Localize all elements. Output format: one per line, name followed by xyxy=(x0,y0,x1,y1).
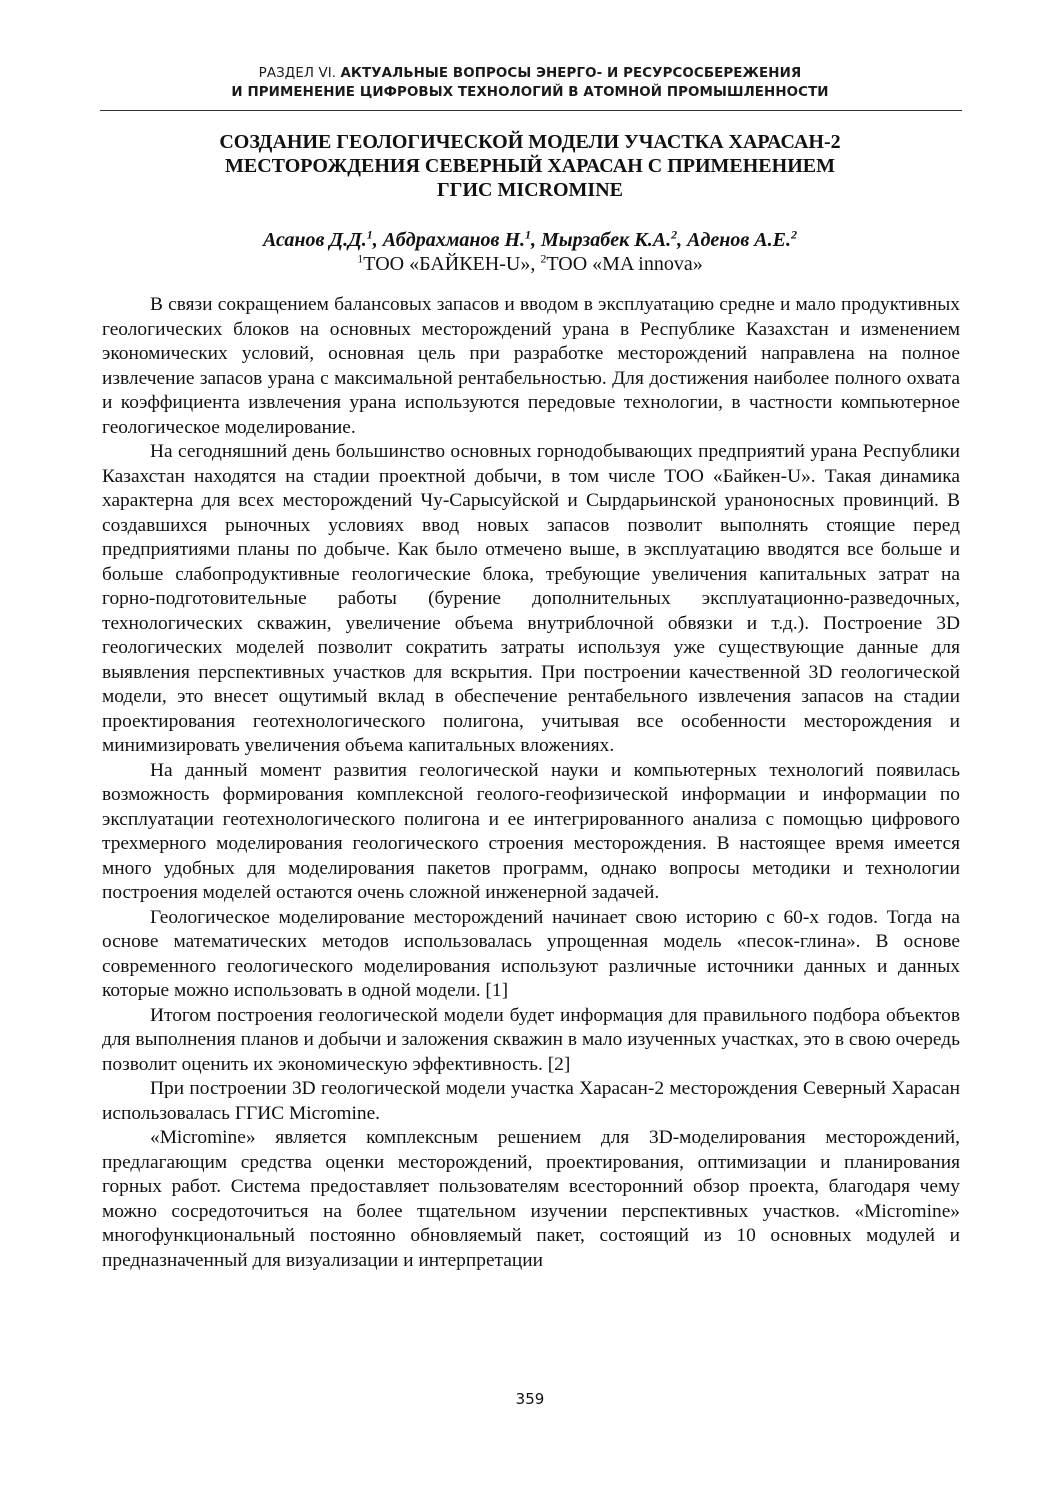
body-paragraph: Итогом построения геологической модели будет информация для правильного подбора объектов для выполнения планов и добычи и заложения скважин в мало изученных участках, это в свою очередь позволит оценить их экономическую эффективность. [2] xyxy=(102,1004,960,1075)
body-paragraph: «Micromine» является комплексным решением для 3D-моделирования месторождений, предлагающим средства оценки месторождений, проектирования, оптимизации и планирования горных работ. Система предоставляет пользователям всесторонний обзор проекта, благодаря чему можно сосредоточиться на более тщательном изучении перспективных участков. «Micromine» многофункциональный постоянно обновляемый пакет, состоящий из 10 основных модулей и предназначенный для визуализации и интерпретации xyxy=(102,1127,960,1271)
running-header-line-1 xyxy=(100,64,960,83)
title-line-2: МЕСТОРОЖДЕНИЯ СЕВЕРНЫЙ ХАРАСАН С ПРИМЕНЕНИЕМ xyxy=(225,155,835,177)
running-header xyxy=(100,64,960,102)
body-paragraph: В связи сокращением балансовых запасов и вводом в эксплуатацию средне и мало продуктивных геологических блоков на основных месторождений урана в Республике Казахстан и изменением экономических условий, основная цель при разработке месторождений направлена на полное извлечение запасов урана с максимальной рентабельностью. Для достижения наиболее полного охвата и коэффициента извлечения урана используются передовые технологии, в частности компьютерное геологическое моделирование. xyxy=(102,294,960,438)
article-body xyxy=(102,293,960,1273)
author-name: Мырзабек К.А. xyxy=(541,229,672,251)
body-paragraph: Геологическое моделирование месторождений начинает свою историю с 60-х годов. Тогда на основе математических методов использовалась упрощенная модель «песок-глина». В основе современного геологического моделирования используют различные источники данных и данных которые можно использовать в одной модели. [1] xyxy=(102,906,960,1001)
author-affiliation-marker: 2 xyxy=(671,227,678,242)
body-paragraph: На данный момент развития геологической науки и компьютерных технологий появилась возможность формирования комплексной геолого-геофизической информации и информации по эксплуатации геотехнологического полигона и ее интегрированного анализа с помощью цифрового трехмерного моделирования геологического строения месторождения. В настоящее время имеется много удобных для моделирования пакетов программ, однако вопросы методики и технологии построения моделей остаются очень сложной инженерной задачей. xyxy=(102,759,960,903)
body-paragraph: При построении 3D геологической модели участка Харасан-2 месторождения Северный Харасан использовалась ГГИС Micromine. xyxy=(102,1078,960,1124)
title-line-1: СОЗДАНИЕ ГЕОЛОГИЧЕСКОЙ МОДЕЛИ УЧАСТКА ХАРАСАН-2 xyxy=(219,131,841,153)
author-affiliation-marker: 1 xyxy=(366,227,373,242)
section-label: РАЗДЕЛ VI. xyxy=(258,66,337,81)
affiliation-org: ТОО «MA innova» xyxy=(546,253,703,275)
affiliation-separator: , xyxy=(530,253,541,275)
affiliation-number: 1 xyxy=(357,251,364,266)
affiliation-list xyxy=(100,252,960,276)
author-name: Абдрахманов Н. xyxy=(382,229,526,251)
author-list xyxy=(100,228,960,252)
author-affiliation-marker: 1 xyxy=(525,227,532,242)
title-line-3: ГГИС MICROMINE xyxy=(437,179,623,201)
authors-block xyxy=(100,228,960,276)
section-title-line-2: И ПРИМЕНЕНИЕ ЦИФРОВЫХ ТЕХНОЛОГИЙ В АТОМНОЙ ПРОМЫШЛЕННОСТИ xyxy=(231,85,829,100)
author-affiliation-marker: 2 xyxy=(790,227,797,242)
author-name: Асанов Д.Д. xyxy=(263,229,367,251)
affiliation-org: ТОО «БАЙКЕН-U» xyxy=(363,253,531,275)
author-separator: , xyxy=(372,229,383,251)
body-paragraph: На сегодняшний день большинство основных горнодобывающих предприятий урана Республики Казахстан находятся на стадии проектной добычи, в том числе ТОО «Байкен-U». Такая динамика характерна для всех месторождений Чу-Сарысуйской и Сырдарьинской ураноносных провинций. В создавшихся рыночных условиях ввод новых запасов позволит выполнять стоящие перед предприятиями планы по добыче. Как было отмечено выше, в эксплуатацию вводятся все больше и больше слабопродуктивные геологические блока, требующие увеличения капитальных затрат на горно-подготовительные работы (бурение дополнительных эксплуатационно-разведочных, технологических скважин, увеличение объема внутриблочной обвязки и т.д.). Построение 3D геологических моделей позволит сократить затраты используя уже существующие данные для выявления перспективных участков для вскрытия. При построении качественной 3D геологической модели, это внесет ощутимый вклад в обеспечение рентабельного извлечения запасов на стадии проектирования геотехнологического полигона, учитывая все особенности месторождения и минимизировать увеличения объема капитальных вложениях. xyxy=(102,441,960,756)
affiliation-number: 2 xyxy=(540,251,547,266)
author-separator: , xyxy=(531,229,542,251)
article-title xyxy=(100,130,960,202)
author-separator: , xyxy=(677,229,688,251)
author-name: Аденов А.Е. xyxy=(687,229,791,251)
header-divider xyxy=(100,110,962,111)
section-title-line-1: АКТУАЛЬНЫЕ ВОПРОСЫ ЭНЕРГО- И РЕСУРСОСБЕРЕЖЕНИЯ xyxy=(340,66,802,81)
page-number: 359 xyxy=(515,1390,545,1408)
